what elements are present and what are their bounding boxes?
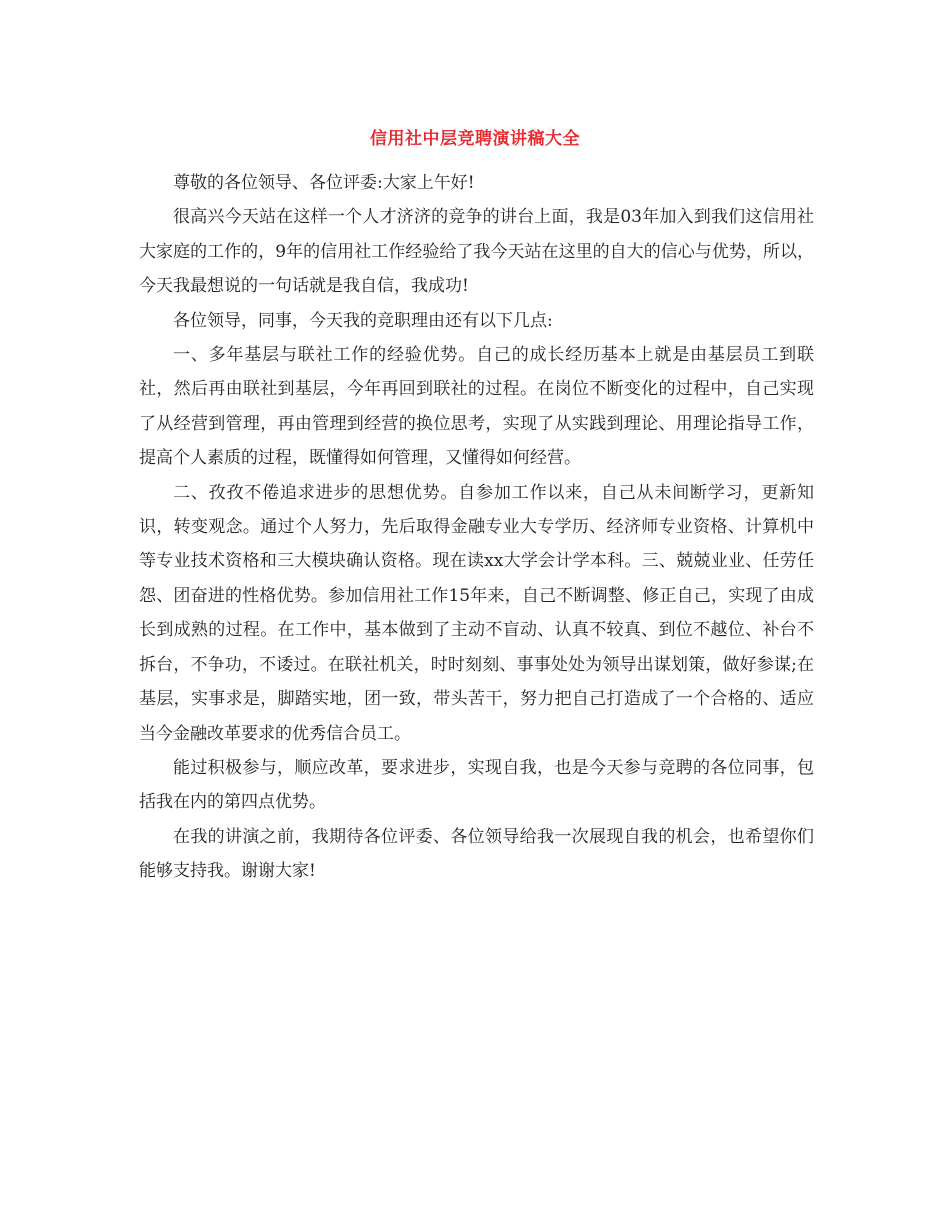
document-title: 信用社中层竞聘演讲稿大全: [370, 129, 580, 149]
document-body: [139, 166, 814, 889]
paragraph-point-two-three: 二、孜孜不倦追求进步的思想优势。自参加工作以来，自己从未间断学习，更新知识，转变观念。通过个人努力，先后取得金融专业大专学历、经济师专业资格、计算机中等专业技术资格和三大模块确认资格。现在读xx大学会计学本科。三、兢兢业业、任劳任怨、团奋进的性格优势。参加信用社工作15年来，自己不断调整、修正自己，实现了由成长到成熟的过程。在工作中，基本做到了主动不盲动、认真不较真、到位不越位、补台不拆台，不争功，不诿过。在联社机关，时时刻刻、事事处处为领导出谋划策，做好参谋;在基层，实事求是，脚踏实地，团一致，带头苦干，努力把自己打造成了一个合格的、适应当今金融改革要求的优秀信合员工。: [139, 482, 814, 744]
paragraph-reasons-intro: 各位领导，同事，今天我的竞职理由还有以下几点:: [173, 310, 553, 331]
paragraph-introduction: 很高兴今天站在这样一个人才济济的竞争的讲台上面，我是03年加入到我们这信用社大家庭的工作的，9年的信用社工作经验给了我今天站在这里的自大的信心与优势，所以，今天我最想说的一句话就是我自信，我成功!: [139, 207, 814, 297]
paragraph-closing: 在我的讲演之前，我期待各位评委、各位领导给我一次展现自我的机会，也希望你们能够支持我。谢谢大家!: [139, 826, 814, 882]
paragraph-point-four: 能过积极参与，顺应改革，要求进步，实现自我，也是今天参与竞聘的各位同事，包括我在内的第四点优势。: [139, 757, 814, 813]
paragraph-greeting: 尊敬的各位领导、各位评委:大家上午好!: [173, 173, 475, 193]
paragraph-point-one: 一、多年基层与联社工作的经验优势。自己的成长经历基本上就是由基层员工到联社，然后再由联社到基层，今年再回到联社的过程。在岗位不断变化的过程中，自己实现了从经营到管理，再由管理到经营的换位思考，实现了从实践到理论、用理论指导工作，提高个人素质的过程，既懂得如何管理，又懂得如何经营。: [139, 345, 814, 469]
